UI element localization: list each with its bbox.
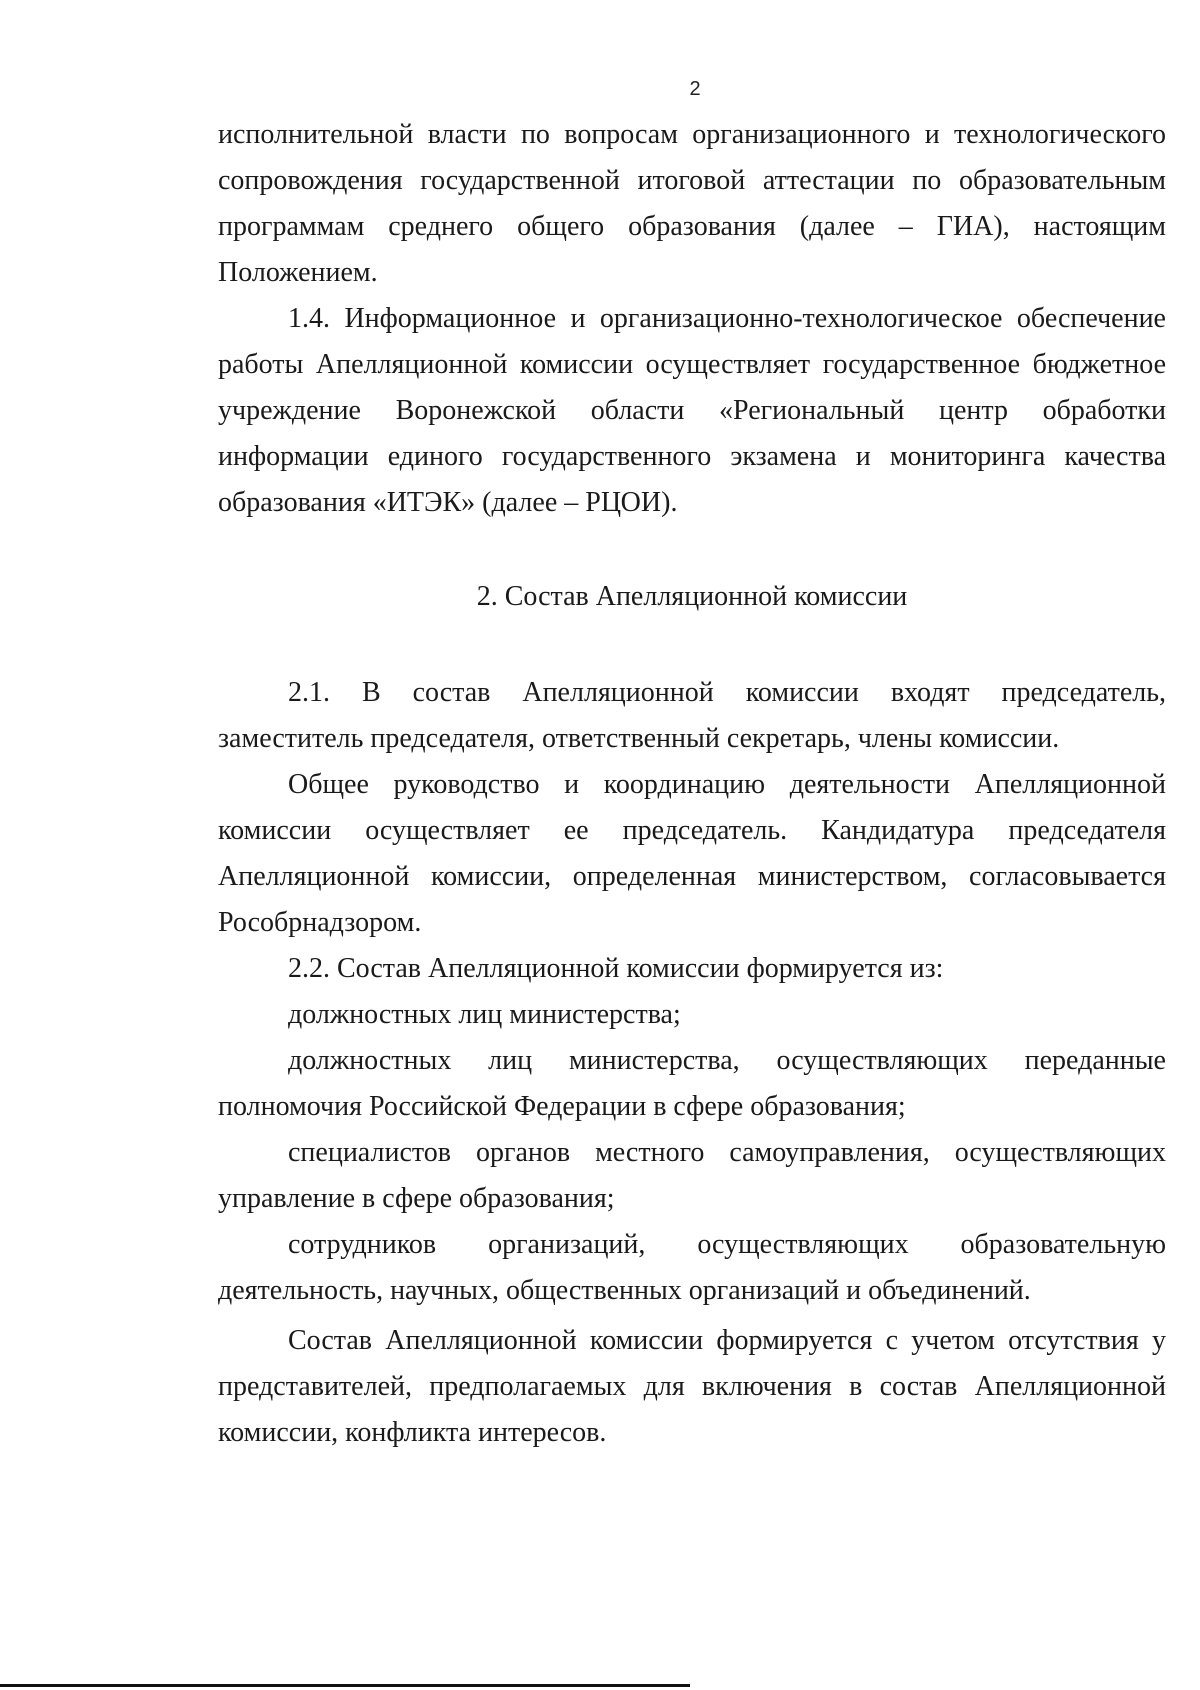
spacer (218, 526, 1166, 574)
list-item-organization-staff: сотрудников организаций, осуществляющих образовательную деятельность, научных, общественных организаций и объединений. (218, 1229, 1166, 1306)
paragraph-2-1: 2.1. В состав Апелляционной комиссии входят председатель, заместитель председателя, ответственный секретарь, члены комиссии. (218, 677, 1166, 754)
paragraph-2-1-leadership: Общее руководство и координацию деятельности Апелляционной комиссии осуществляет ее председатель. Кандидатура председателя Апелляционной комиссии, определенная министерством, согласовывается Рособрнадзором. (218, 769, 1166, 938)
document-body (218, 112, 1166, 1456)
paragraph-continuation: исполнительной власти по вопросам организационного и технологического сопровождения государственной итоговой аттестации по образовательным программам среднего общего образования (далее – ГИА), настоящим Положением. (218, 119, 1166, 288)
bottom-rule (0, 1684, 690, 1687)
list-item-officials: должностных лиц министерства; (288, 999, 681, 1030)
paragraph-2-2: 2.2. Состав Апелляционной комиссии формируется из: (288, 953, 944, 984)
spacer (218, 620, 1166, 670)
paragraph-conflict-of-interest: Состав Апелляционной комиссии формируется с учетом отсутствия у представителей, предполагаемых для включения в состав Апелляционной комиссии, конфликта интересов. (218, 1325, 1166, 1448)
section-heading-2: 2. Состав Апелляционной комиссии (476, 581, 908, 612)
list-item-officials-delegated: должностных лиц министерства, осуществляющих переданные полномочия Российской Федерации в сфере образования; (218, 1045, 1166, 1122)
paragraph-1-4: 1.4. Информационное и организационно-технологическое обеспечение работы Апелляционной комиссии осуществляет государственное бюджетное учреждение Воронежской области «Региональный центр обработки информации единого государственного экзамена и мониторинга качества образования «ИТЭК» (далее – РЦОИ). (218, 303, 1166, 518)
list-item-local-specialists: специалистов органов местного самоуправления, осуществляющих управление в сфере образования; (218, 1137, 1166, 1214)
page-number: 2 (689, 78, 701, 100)
